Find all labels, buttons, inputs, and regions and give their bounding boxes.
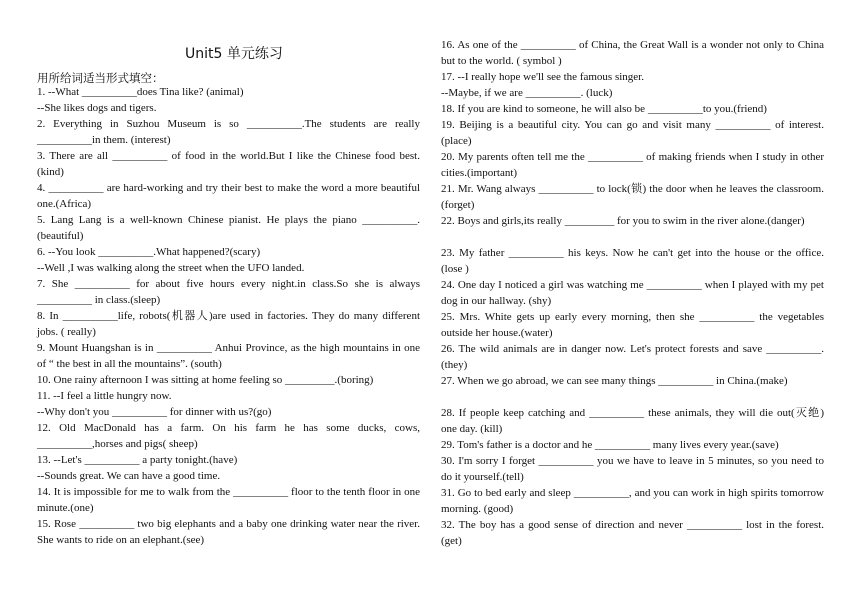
question-13: 13. --Let's __________ a party tonight.(have) xyxy=(37,454,238,466)
instruction-text: 用所给词适当形式填空： xyxy=(37,73,164,85)
question-5: 5. Lang Lang is a well-known Chinese pianist. He plays the piano __________. (beautiful) xyxy=(37,214,420,242)
question-25: 25. Mrs. White gets up early every morning, then she __________ the vegetables outside her house.(water) xyxy=(441,311,824,339)
question-11: 11. --I feel a little hungry now. xyxy=(37,390,172,402)
question-22: 22. Boys and girls,its really _________ for you to swim in the river alone.(danger) xyxy=(441,215,805,227)
question-27: 27. When we go abroad, we can see many things __________ in China.(make) xyxy=(441,375,788,387)
question-31: 31. Go to bed early and sleep __________, and you can work in high spirits tomorrow morning. (good) xyxy=(441,487,824,515)
question-16: 16. As one of the __________ of China, the Great Wall is a wonder not only to China but to the world. ( symbol ) xyxy=(441,39,824,67)
question-19: 19. Beijing is a beautiful city. You can go and visit many __________ of interest. (place) xyxy=(441,119,824,147)
question-14: 14. It is impossible for me to walk from the __________ floor to the tenth floor in one minute.(one) xyxy=(37,486,420,514)
question-21: 21. Mr. Wang always __________ to lock(锁) the door when he leaves the classroom. (forget) xyxy=(441,183,824,211)
question-17: 17. --I really hope we'll see the famous singer. xyxy=(441,71,644,83)
question-20: 20. My parents often tell me the __________ of making friends when I study in other cities.(important) xyxy=(441,151,824,179)
question-32: 32. The boy has a good sense of direction and never __________ lost in the forest. (get) xyxy=(441,519,824,547)
question-1: 1. --What __________does Tina like? (animal) xyxy=(37,86,244,98)
question-23: 23. My father __________ his keys. Now he can't get into the house or the office. (lose ) xyxy=(441,247,824,275)
worksheet-title: Unit5 单元练习 xyxy=(185,46,283,62)
question-12: 12. Old MacDonald has a farm. On his farm he has some ducks, cows, __________,horses and pigs( sheep) xyxy=(37,422,420,450)
question-7: 7. She __________ for about five hours every night.in class.So she is always __________ in class.(sleep) xyxy=(37,278,420,306)
answer-line-1: --She likes dogs and tigers. xyxy=(37,102,157,114)
question-6: 6. --You look __________.What happened?(scary) xyxy=(37,246,261,258)
answer-line-13: --Sounds great. We can have a good time. xyxy=(37,470,221,482)
question-18: 18. If you are kind to someone, he will also be __________to you.(friend) xyxy=(441,103,767,115)
answer-line-6: --Well ,I was walking along the street when the UFO landed. xyxy=(37,262,305,274)
answer-line-17: --Maybe, if we are __________. (luck) xyxy=(441,87,613,99)
question-8: 8. In __________life, robots(机器人)are used in factories. They do many different jobs. ( really) xyxy=(37,310,420,338)
question-15: 15. Rose __________ two big elephants and a baby one drinking water near the river. She wants to ride on an elephant.(see) xyxy=(37,518,420,546)
question-2: 2. Everything in Suzhou Museum is so __________.The students are really __________in them. (interest) xyxy=(37,118,420,146)
question-3: 3. There are all __________ of food in the world.But I like the Chinese food best. (kind) xyxy=(37,150,420,178)
answer-line-11: --Why don't you __________ for dinner with us?(go) xyxy=(37,406,272,418)
question-10: 10. One rainy afternoon I was sitting at home feeling so _________.(boring) xyxy=(37,374,374,386)
question-4: 4. __________ are hard-working and try their best to make the word a more beautiful one.(Africa) xyxy=(37,182,420,210)
question-30: 30. I'm sorry I forget __________ you we have to leave in 5 minutes, so you need to do it yourself.(tell) xyxy=(441,455,824,483)
question-28: 28. If people keep catching and __________ these animals, they will die out(灭绝) one day. (kill) xyxy=(441,407,824,435)
question-26: 26. The wild animals are in danger now. Let's protect forests and save __________.(they) xyxy=(441,343,824,371)
question-9: 9. Mount Huangshan is in __________ Anhui Province, as the high mountains in one of “ the best in all the mountains”. (south) xyxy=(37,342,420,370)
question-24: 24. One day I noticed a girl was watching me __________ when I played with my pet dog in our hallway. (shy) xyxy=(441,279,824,307)
question-29: 29. Tom's father is a doctor and he __________ many lives every year.(save) xyxy=(441,439,779,451)
